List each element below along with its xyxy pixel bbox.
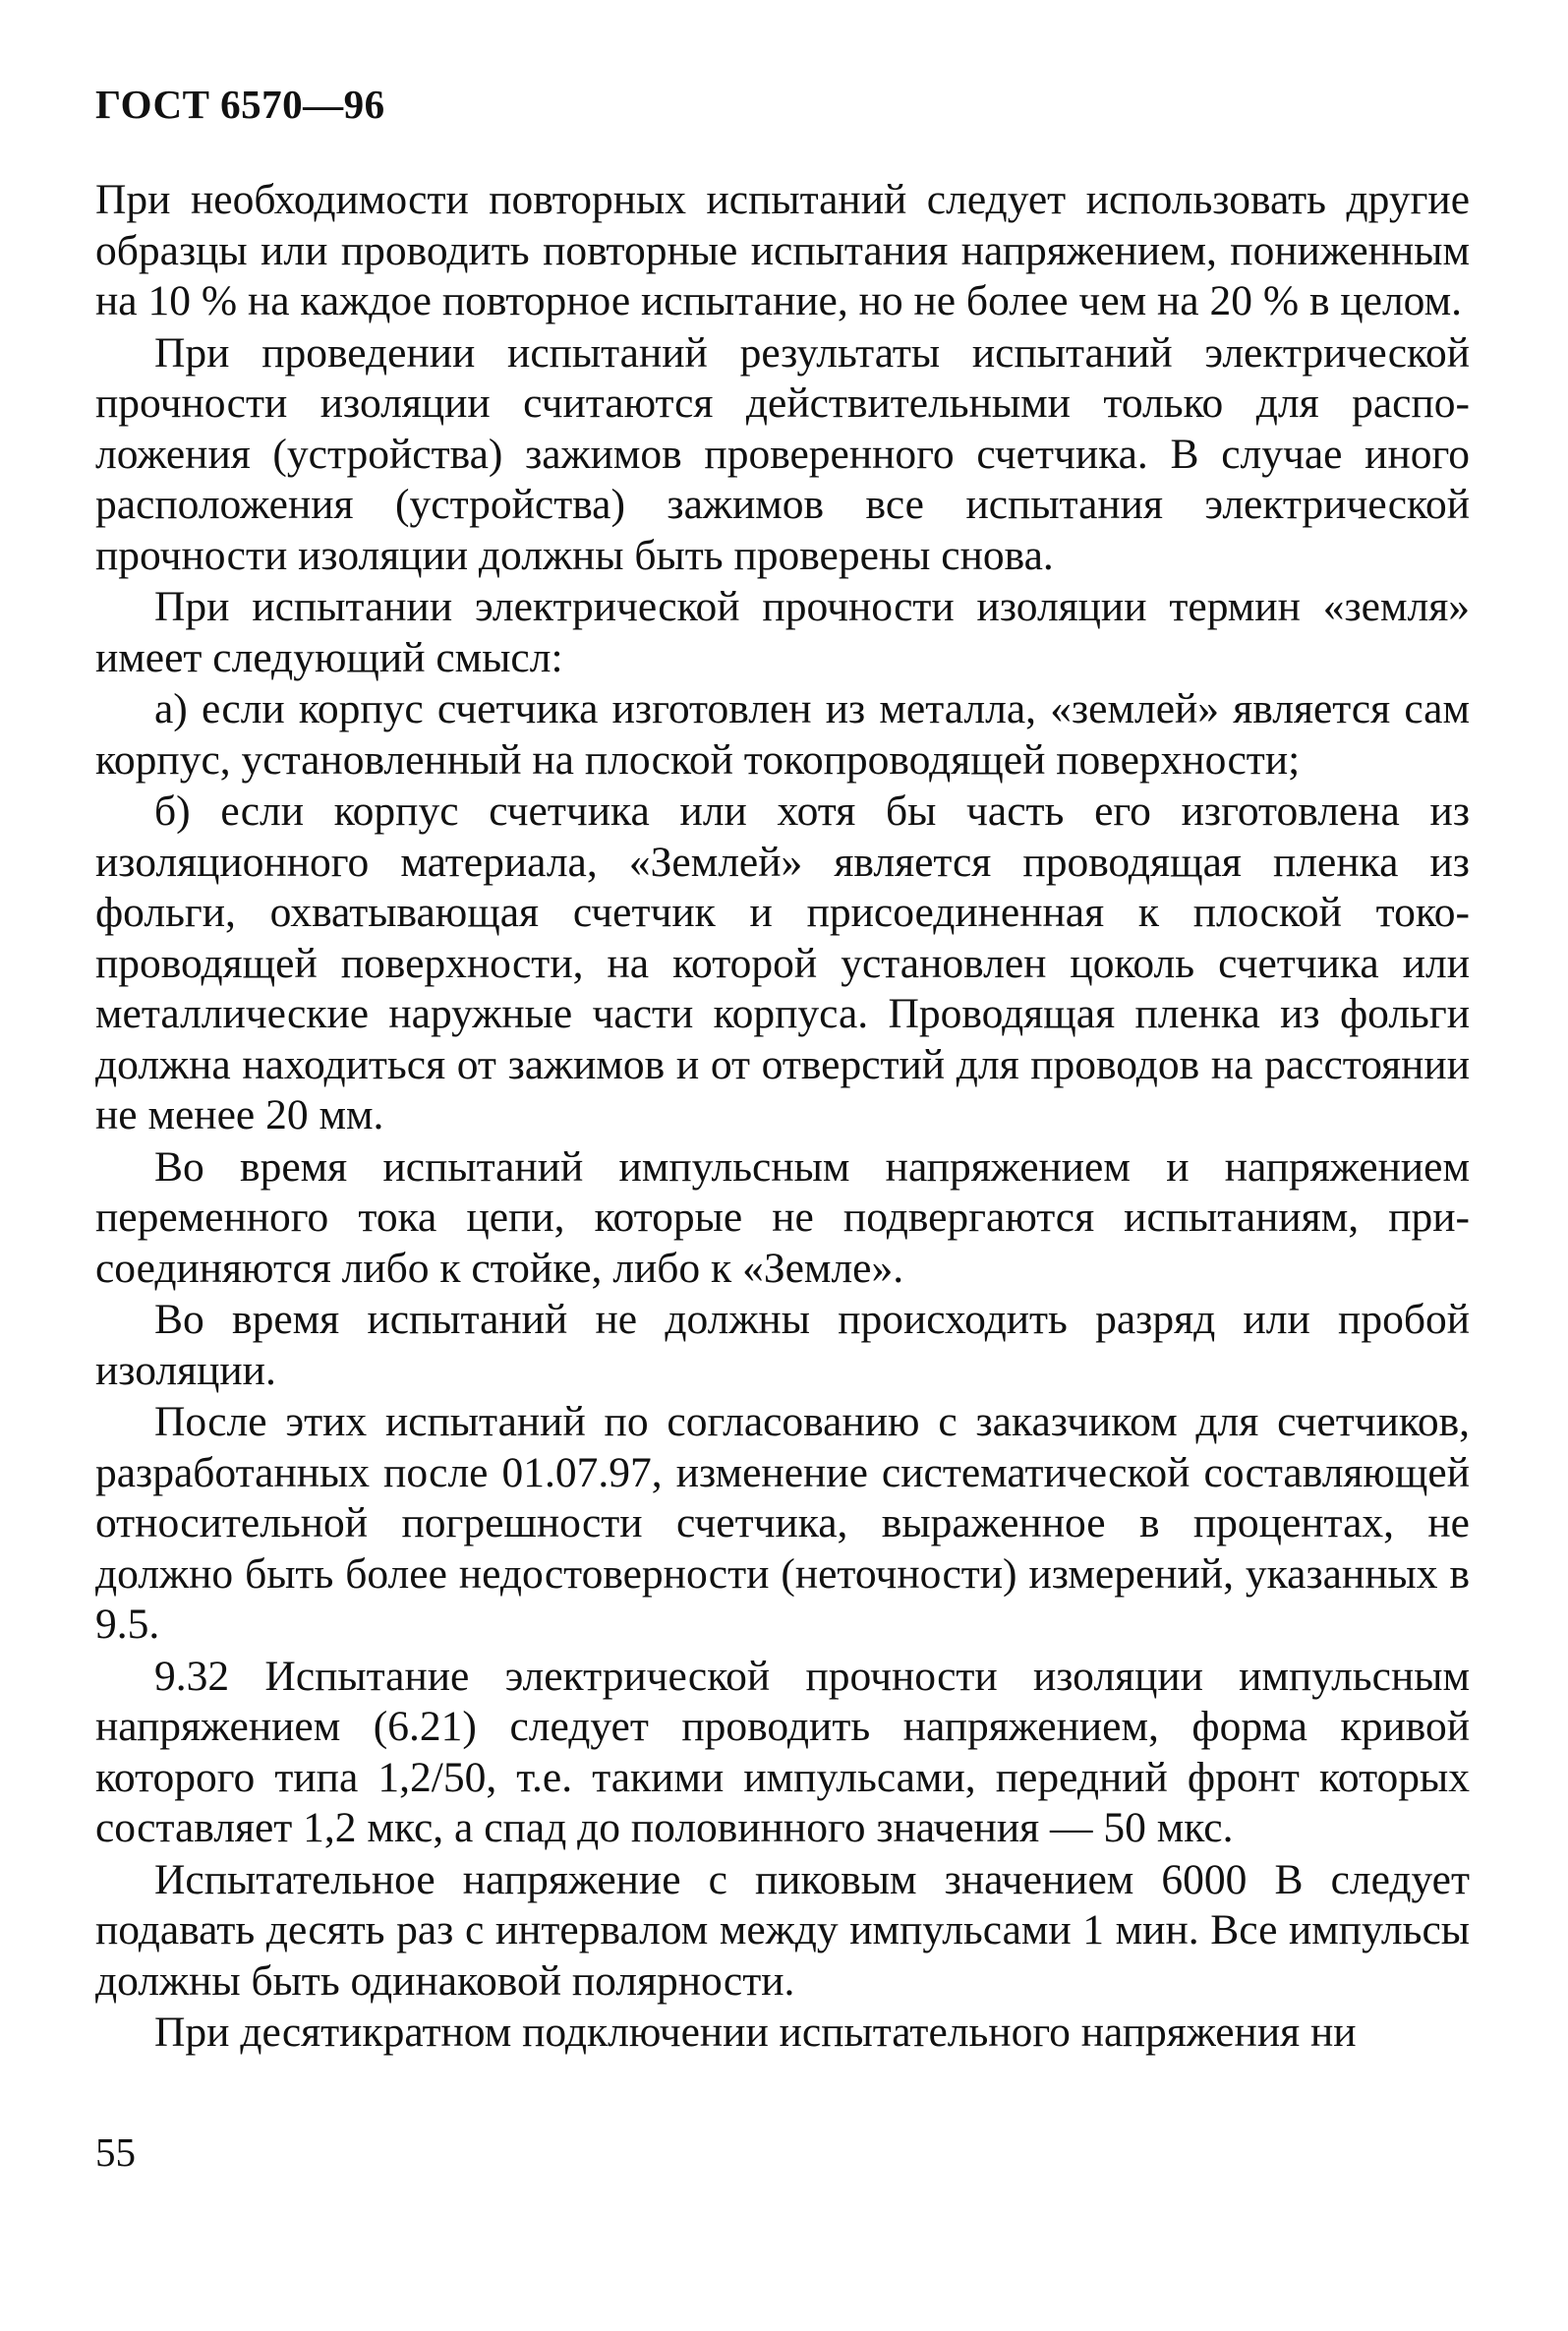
paragraph: Испытательное напряжение с пиковым значением 6000 В следует подавать десять раз с интервалом между импульсами 1 мин. Все импульсы должны быть одинаковой полярности. bbox=[95, 1855, 1470, 2005]
paragraph: При проведении испытаний результаты испытаний электрической прочности изоляции считаются действительными только для расположения (устройства) зажимов проверенного счетчика. В случае иного расположения (устройства) зажимов все испытания электрической прочности изоляции должны быть проверены снова. bbox=[95, 328, 1470, 579]
paragraph: Во время испытаний не должны происходить разряд или пробой изоляции. bbox=[95, 1296, 1470, 1394]
page-number: 55 bbox=[95, 2129, 136, 2175]
paragraph: При необходимости повторных испытаний следует использовать другие образцы или проводить повторные испытания напряжением, пониженным на 10 % на каждое повторное испытание, но не более чем на 20 % в целом. bbox=[95, 176, 1470, 324]
paragraph: При испытании электрической прочности изоляции термин «земля» имеет следующий смысл: bbox=[95, 583, 1470, 681]
paragraph: б) если корпус счетчика или хотя бы часть его изготовлена из изоляционного материала, «Землей» является проводящая пленка из фольги, охватывающая счетчик и присоединенная к плоской токопроводящей поверхности, на которой установлен цоколь счетчика или металлические наружные части корпуса. Проводящая пленка из фольги должна находиться от зажимов и от отверстий для проводов на расстоянии не менее 20 мм. bbox=[95, 787, 1470, 1138]
body-text bbox=[95, 175, 1470, 2060]
document-header: ГОСТ 6570—96 bbox=[95, 82, 385, 127]
paragraph: а) если корпус счетчика изготовлен из металла, «землей» является сам корпус, установленный на плоской токопроводящей поверхности; bbox=[95, 685, 1470, 784]
paragraph: После этих испытаний по согласованию с заказчиком для счетчиков, разработанных после 01.07.97, изменение систематической составляющей относительной погрешности счетчика, выраженное в процентах, не должно быть более недостоверности (неточности) измерений, указанных в 9.5. bbox=[95, 1398, 1470, 1648]
paragraph: 9.32 Испытание электрической прочности изоляции импульсным напряжением (6.21) следует проводить напряжением, форма кривой которого типа 1,2/50, т.е. такими импульсами, передний фронт которых составляет 1,2 мкс, а спад до половинного значения — 50 мкс. bbox=[95, 1652, 1470, 1851]
paragraph: При десятикратном подключении испытательного напряжения ни bbox=[154, 2009, 1357, 2056]
paragraph: Во время испытаний импульсным напряжением и напряжением переменного тока цепи, которые не подвергаются испытаниям, присоединяются либо к стойке, либо к «Земле». bbox=[95, 1142, 1470, 1292]
